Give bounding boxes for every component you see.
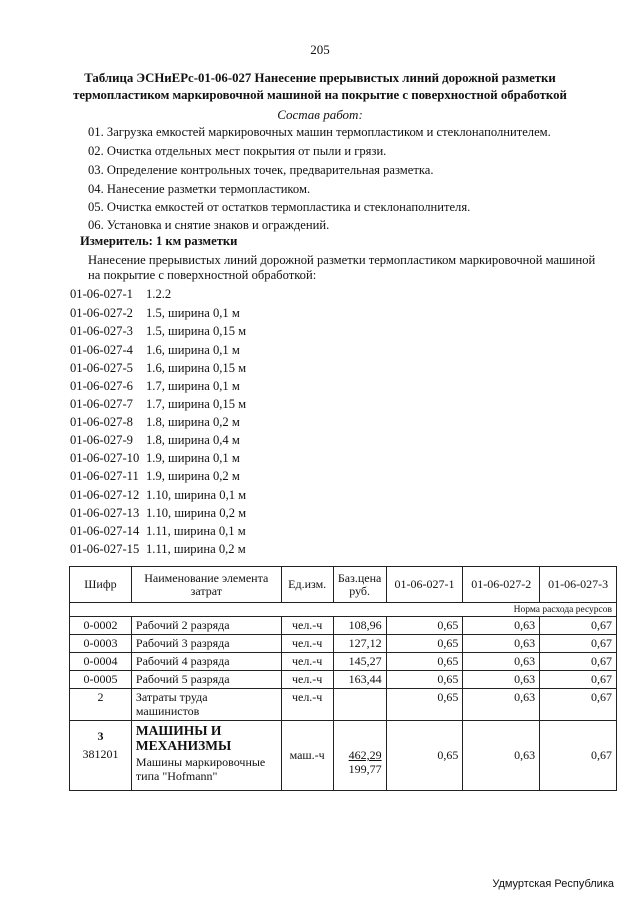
labor-name (131, 689, 281, 721)
code-row (70, 524, 246, 539)
code: 01-06-027-9 (70, 433, 133, 447)
machine-item-unit: маш.-ч (281, 721, 333, 791)
code-text: 1.5, ширина 0,15 м (146, 324, 247, 338)
code-row (70, 379, 240, 394)
row-name: Рабочий 5 разряда (131, 671, 281, 689)
code-text: 1.8, ширина 0,2 м (146, 415, 240, 429)
table-row (70, 671, 617, 689)
labor-name-line1: Затраты труда (135, 690, 208, 704)
table-row (70, 653, 617, 671)
code: 01-06-027-10 (70, 451, 140, 465)
description-line1: Нанесение прерывистых линий дорожной разметки термопластиком маркировочной машиной (88, 253, 596, 267)
work-item: 01. Загрузка емкостей маркировочных машин термопластиком и стеклонаполнителем. (88, 125, 551, 139)
machine-item-name-line2: типа "Hofmann" (135, 769, 218, 783)
row-name: Рабочий 4 разряда (131, 653, 281, 671)
norm-row (70, 603, 617, 617)
header-unit: Ед.изм. (281, 567, 333, 603)
labor-value-2: 0,63 (463, 689, 540, 721)
code-text: 1.11, ширина 0,1 м (146, 524, 246, 538)
machine-price-line1: 462,29 (348, 748, 382, 762)
page-number: 205 (310, 42, 330, 57)
row-code: 0-0002 (70, 617, 132, 635)
code-row (70, 542, 246, 557)
header-name: Наименование элемента затрат (131, 567, 281, 603)
description-line2: на покрытие с поверхностной обработкой: (88, 268, 317, 282)
code: 01-06-027-12 (70, 488, 140, 502)
table-title-line2: термопластиком маркировочной машиной на покрытие с поверхностной обработкой (73, 88, 567, 102)
row-name: Рабочий 2 разряда (131, 617, 281, 635)
code: 01-06-027-11 (70, 469, 139, 483)
row-unit: чел.-ч (281, 653, 333, 671)
machine-value-3: 0,67 (540, 721, 617, 791)
work-item: 06. Установка и снятие знаков и ограждений. (88, 218, 330, 232)
labor-value-1: 0,65 (386, 689, 463, 721)
machine-value-1: 0,65 (386, 721, 463, 791)
row-value-3: 0,67 (540, 617, 617, 635)
row-unit: чел.-ч (281, 635, 333, 653)
norm-label: Норма расхода ресурсов (70, 603, 617, 617)
code: 01-06-027-2 (70, 306, 133, 320)
code-text: 1.5, ширина 0,1 м (146, 306, 240, 320)
resource-table (69, 566, 617, 791)
row-code: 0-0005 (70, 671, 132, 689)
machine-value-2: 0,63 (463, 721, 540, 791)
code-text: 1.8, ширина 0,4 м (146, 433, 240, 447)
header-code: Шифр (70, 567, 132, 603)
row-value-2: 0,63 (463, 617, 540, 635)
code-text: 1.10, ширина 0,1 м (146, 488, 247, 502)
work-item: 03. Определение контрольных точек, предварительная разметка. (88, 163, 434, 177)
code-text: 1.6, ширина 0,15 м (146, 361, 247, 375)
machine-item-name-line1: Машины маркировочные (135, 755, 266, 769)
machines-names (131, 721, 281, 791)
code: 01-06-027-15 (70, 542, 140, 556)
machines-row (70, 721, 617, 791)
labor-row (70, 689, 617, 721)
machines-section-title-line1: МАШИНЫ И (135, 723, 222, 738)
row-value-1: 0,65 (386, 635, 463, 653)
row-value-3: 0,67 (540, 635, 617, 653)
row-value-2: 0,63 (463, 653, 540, 671)
labor-code: 2 (70, 689, 132, 721)
row-price: 108,96 (333, 617, 386, 635)
row-code: 0-0004 (70, 653, 132, 671)
labor-unit: чел.-ч (281, 689, 333, 721)
row-price: 163,44 (333, 671, 386, 689)
code-text: 1.6, ширина 0,1 м (146, 343, 240, 357)
row-value-3: 0,67 (540, 653, 617, 671)
labor-name-line2: машинистов (135, 704, 200, 718)
code-row (70, 433, 240, 448)
header-col2: 01-06-027-2 (463, 567, 540, 603)
machine-price-line2: 199,77 (348, 762, 382, 776)
code-row (70, 397, 246, 412)
row-value-3: 0,67 (540, 671, 617, 689)
row-value-2: 0,63 (463, 671, 540, 689)
code: 01-06-027-6 (70, 379, 133, 393)
labor-price (333, 689, 386, 721)
machine-item-code: 381201 (82, 747, 119, 761)
code-row (70, 287, 171, 302)
measure-unit: Измеритель: 1 км разметки (80, 234, 238, 248)
row-price: 127,12 (333, 635, 386, 653)
table-title-line1: Таблица ЭСНиЕРс-01-06-027 Нанесение прерывистых линий дорожной разметки (84, 71, 556, 85)
row-value-1: 0,65 (386, 617, 463, 635)
row-value-1: 0,65 (386, 671, 463, 689)
code-row (70, 451, 240, 466)
header-price: Баз.цена руб. (333, 567, 386, 603)
code-text: 1.11, ширина 0,2 м (146, 542, 246, 556)
code-row (70, 415, 240, 430)
machines-codes (70, 721, 132, 791)
composition-heading: Состав работ: (277, 107, 363, 122)
header-col1: 01-06-027-1 (386, 567, 463, 603)
work-item: 02. Очистка отдельных мест покрытия от пыли и грязи. (88, 144, 387, 158)
code: 01-06-027-5 (70, 361, 133, 375)
row-code: 0-0003 (70, 635, 132, 653)
code: 01-06-027-4 (70, 343, 133, 357)
code: 01-06-027-7 (70, 397, 133, 411)
header-col3: 01-06-027-3 (540, 567, 617, 603)
row-price: 145,27 (333, 653, 386, 671)
code: 01-06-027-3 (70, 324, 133, 338)
code-text: 1.2.2 (146, 287, 172, 301)
code-text: 1.9, ширина 0,2 м (146, 469, 240, 483)
code-row (70, 506, 246, 521)
work-item: 04. Нанесение разметки термопластиком. (88, 182, 311, 196)
code: 01-06-027-13 (70, 506, 140, 520)
table-row (70, 617, 617, 635)
row-name: Рабочий 3 разряда (131, 635, 281, 653)
machine-item-price (333, 721, 386, 791)
table-row (70, 635, 617, 653)
code-row (70, 488, 246, 503)
footer-region: Удмуртская Республика (492, 878, 614, 890)
table-header-row (70, 567, 617, 603)
row-unit: чел.-ч (281, 617, 333, 635)
code-text: 1.9, ширина 0,1 м (146, 451, 240, 465)
machines-section-title-line2: МЕХАНИЗМЫ (135, 738, 232, 753)
code-row (70, 343, 240, 358)
code-row (70, 469, 240, 484)
code: 01-06-027-8 (70, 415, 133, 429)
row-value-2: 0,63 (463, 635, 540, 653)
labor-value-3: 0,67 (540, 689, 617, 721)
row-unit: чел.-ч (281, 671, 333, 689)
work-item: 05. Очистка емкостей от остатков термопластика и стеклонаполнителя. (88, 200, 471, 214)
machines-section-code: 3 (97, 729, 104, 743)
code: 01-06-027-1 (70, 287, 133, 301)
code: 01-06-027-14 (70, 524, 140, 538)
row-value-1: 0,65 (386, 653, 463, 671)
code-text: 1.10, ширина 0,2 м (146, 506, 247, 520)
code-row (70, 306, 240, 321)
code-row (70, 361, 246, 376)
code-row (70, 324, 246, 339)
code-text: 1.7, ширина 0,15 м (146, 397, 247, 411)
code-text: 1.7, ширина 0,1 м (146, 379, 240, 393)
